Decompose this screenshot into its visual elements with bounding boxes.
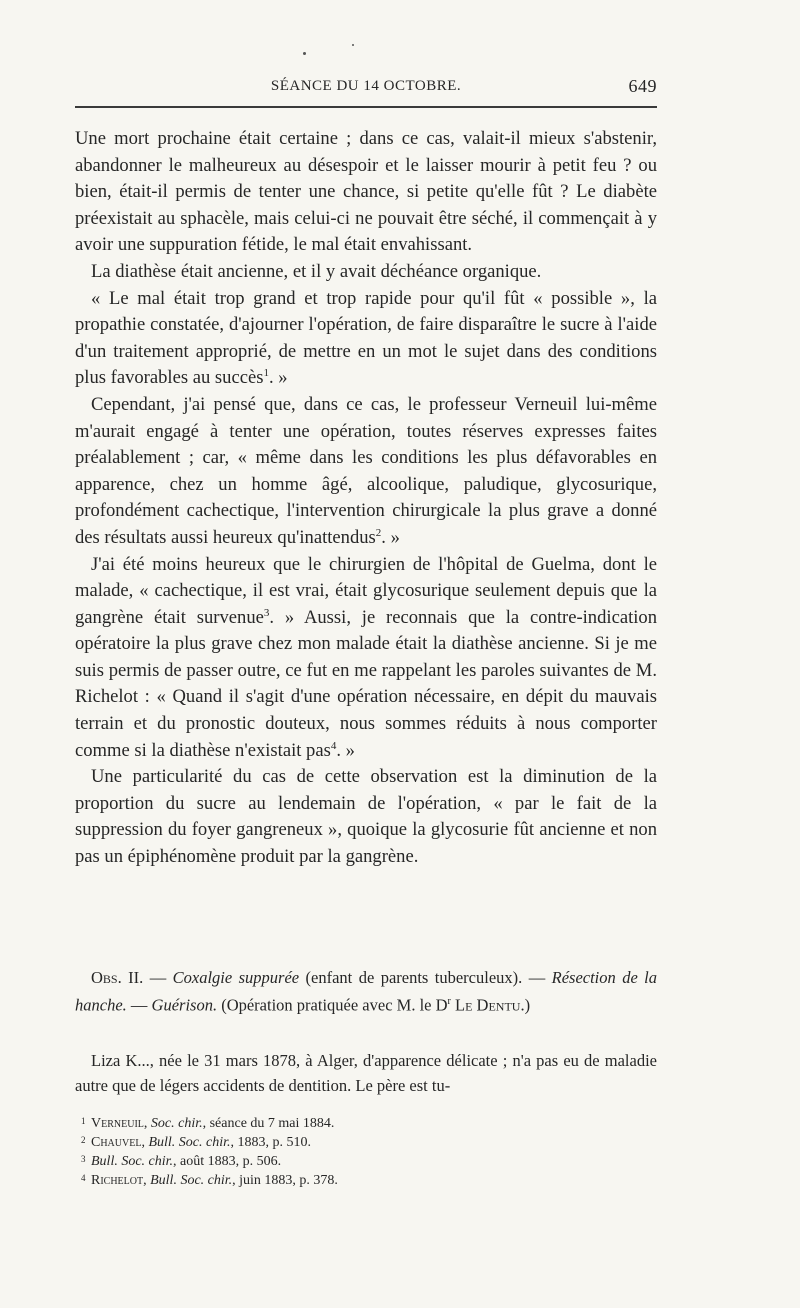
paragraph: La diathèse était ancienne, et il y avait déchéance organique. [91, 260, 542, 282]
header-title: SÉANCE DU 14 OCTOBRE. [270, 78, 462, 94]
main-text [75, 126, 657, 871]
page-number: 649 [628, 76, 657, 96]
paragraph: Cependant, j'ai pensé que, dans ce cas, le professeur Verneuil lui-même m'aurait engagé à tenter une opération, toutes réserves expresses faites préalablement ; car, « même dans les conditions les plus défavorables en apparence, chez un homme âgé, alcoolique, paludique, glycosurique, profondément cachectique, l'intervention chirurgicale la plus grave a donné des résultats aussi heureux qu'inattendus$^2$. » [75, 393, 657, 548]
footnote: 2 Chauvel, Bull. Soc. chir., 1883, p. 510. [81, 1135, 311, 1150]
paragraph: Une particularité du cas de cette observation est la diminution de la proportion du sucre au lendemain de l'opération, « par le fait de la suppression du foyer gangreneux », quoique la glycosurie fût ancienne et non pas un épiphénomène produit par la gangrène. [75, 766, 657, 868]
footnote: 3 Bull. Soc. chir., août 1883, p. 506. [81, 1154, 282, 1169]
paragraph: J'ai été moins heureux que le chirurgien de l'hôpital de Guelma, dont le malade, « cachectique, il est vrai, était glycosurique seulement depuis que la gangrène était survenue$^3$. » Aussi, je reconnais que la contre-indication opératoire la plus grave chez mon malade était la diathèse ancienne. Si je me suis permis de passer outre, ce fut en me rappelant les paroles suivantes de M. Richelot : « Quand il s'agit d'une opération nécessaire, en dépit du mauvais terrain et du pronostic douteux, nous sommes réduits à nous comporter comme si la diathèse n'existait pas$^4$. » [75, 553, 657, 761]
footnote: 4 Richelot, Bull. Soc. chir., juin 1883, p. 378. [81, 1173, 338, 1188]
footnote: 1 Verneuil, Soc. chir., séance du 7 mai 1884. [81, 1116, 335, 1131]
header-rule [75, 106, 657, 108]
footnote-ref: 2 [375, 526, 382, 539]
ink-speck [352, 44, 354, 46]
running-header [75, 76, 657, 100]
paragraph: Une mort prochaine était certaine ; dans ce cas, valait-il mieux s'abstenir, abandonner le malheureux au désespoir et le laisser mourir à petit feu ? ou bien, était-il permis de tenter une chance, si petite qu'elle fût ? Le diabète préexistait au sphacèle, mais celui-ci ne pouvait être séché, il commençait à y avoir une suppuration fétide, le mal était envahissant. [75, 128, 657, 256]
case-text: Liza K..., née le 31 mars 1878, à Alger, d'apparence délicate ; n'a pas eu de maladie autre que de légers accidents de dentition. Le père est tu- [75, 1051, 657, 1095]
footnote-ref: 1 [263, 367, 269, 380]
ink-speck [303, 52, 306, 55]
paragraph: « Le mal était trop grand et trop rapide pour qu'il fût « possible », la propathie constatée, d'ajourner l'opération, de faire disparaître le sucre à l'aide d'un traitement approprié, de mettre en un mot le sujet dans des conditions plus favorables au succès$^1$. » [75, 287, 657, 389]
footnote-ref: 3 [263, 606, 270, 619]
footnote-ref: 4 [330, 739, 337, 752]
footnotes [75, 1114, 657, 1190]
observation-heading: Obs. II. — Coxalgie suppurée (enfant de parents tuberculeux). — Résection de la hanche. — Guérison. (Opération pratiquée avec M. le $D^r$ Le Dentu.) [75, 968, 658, 1015]
